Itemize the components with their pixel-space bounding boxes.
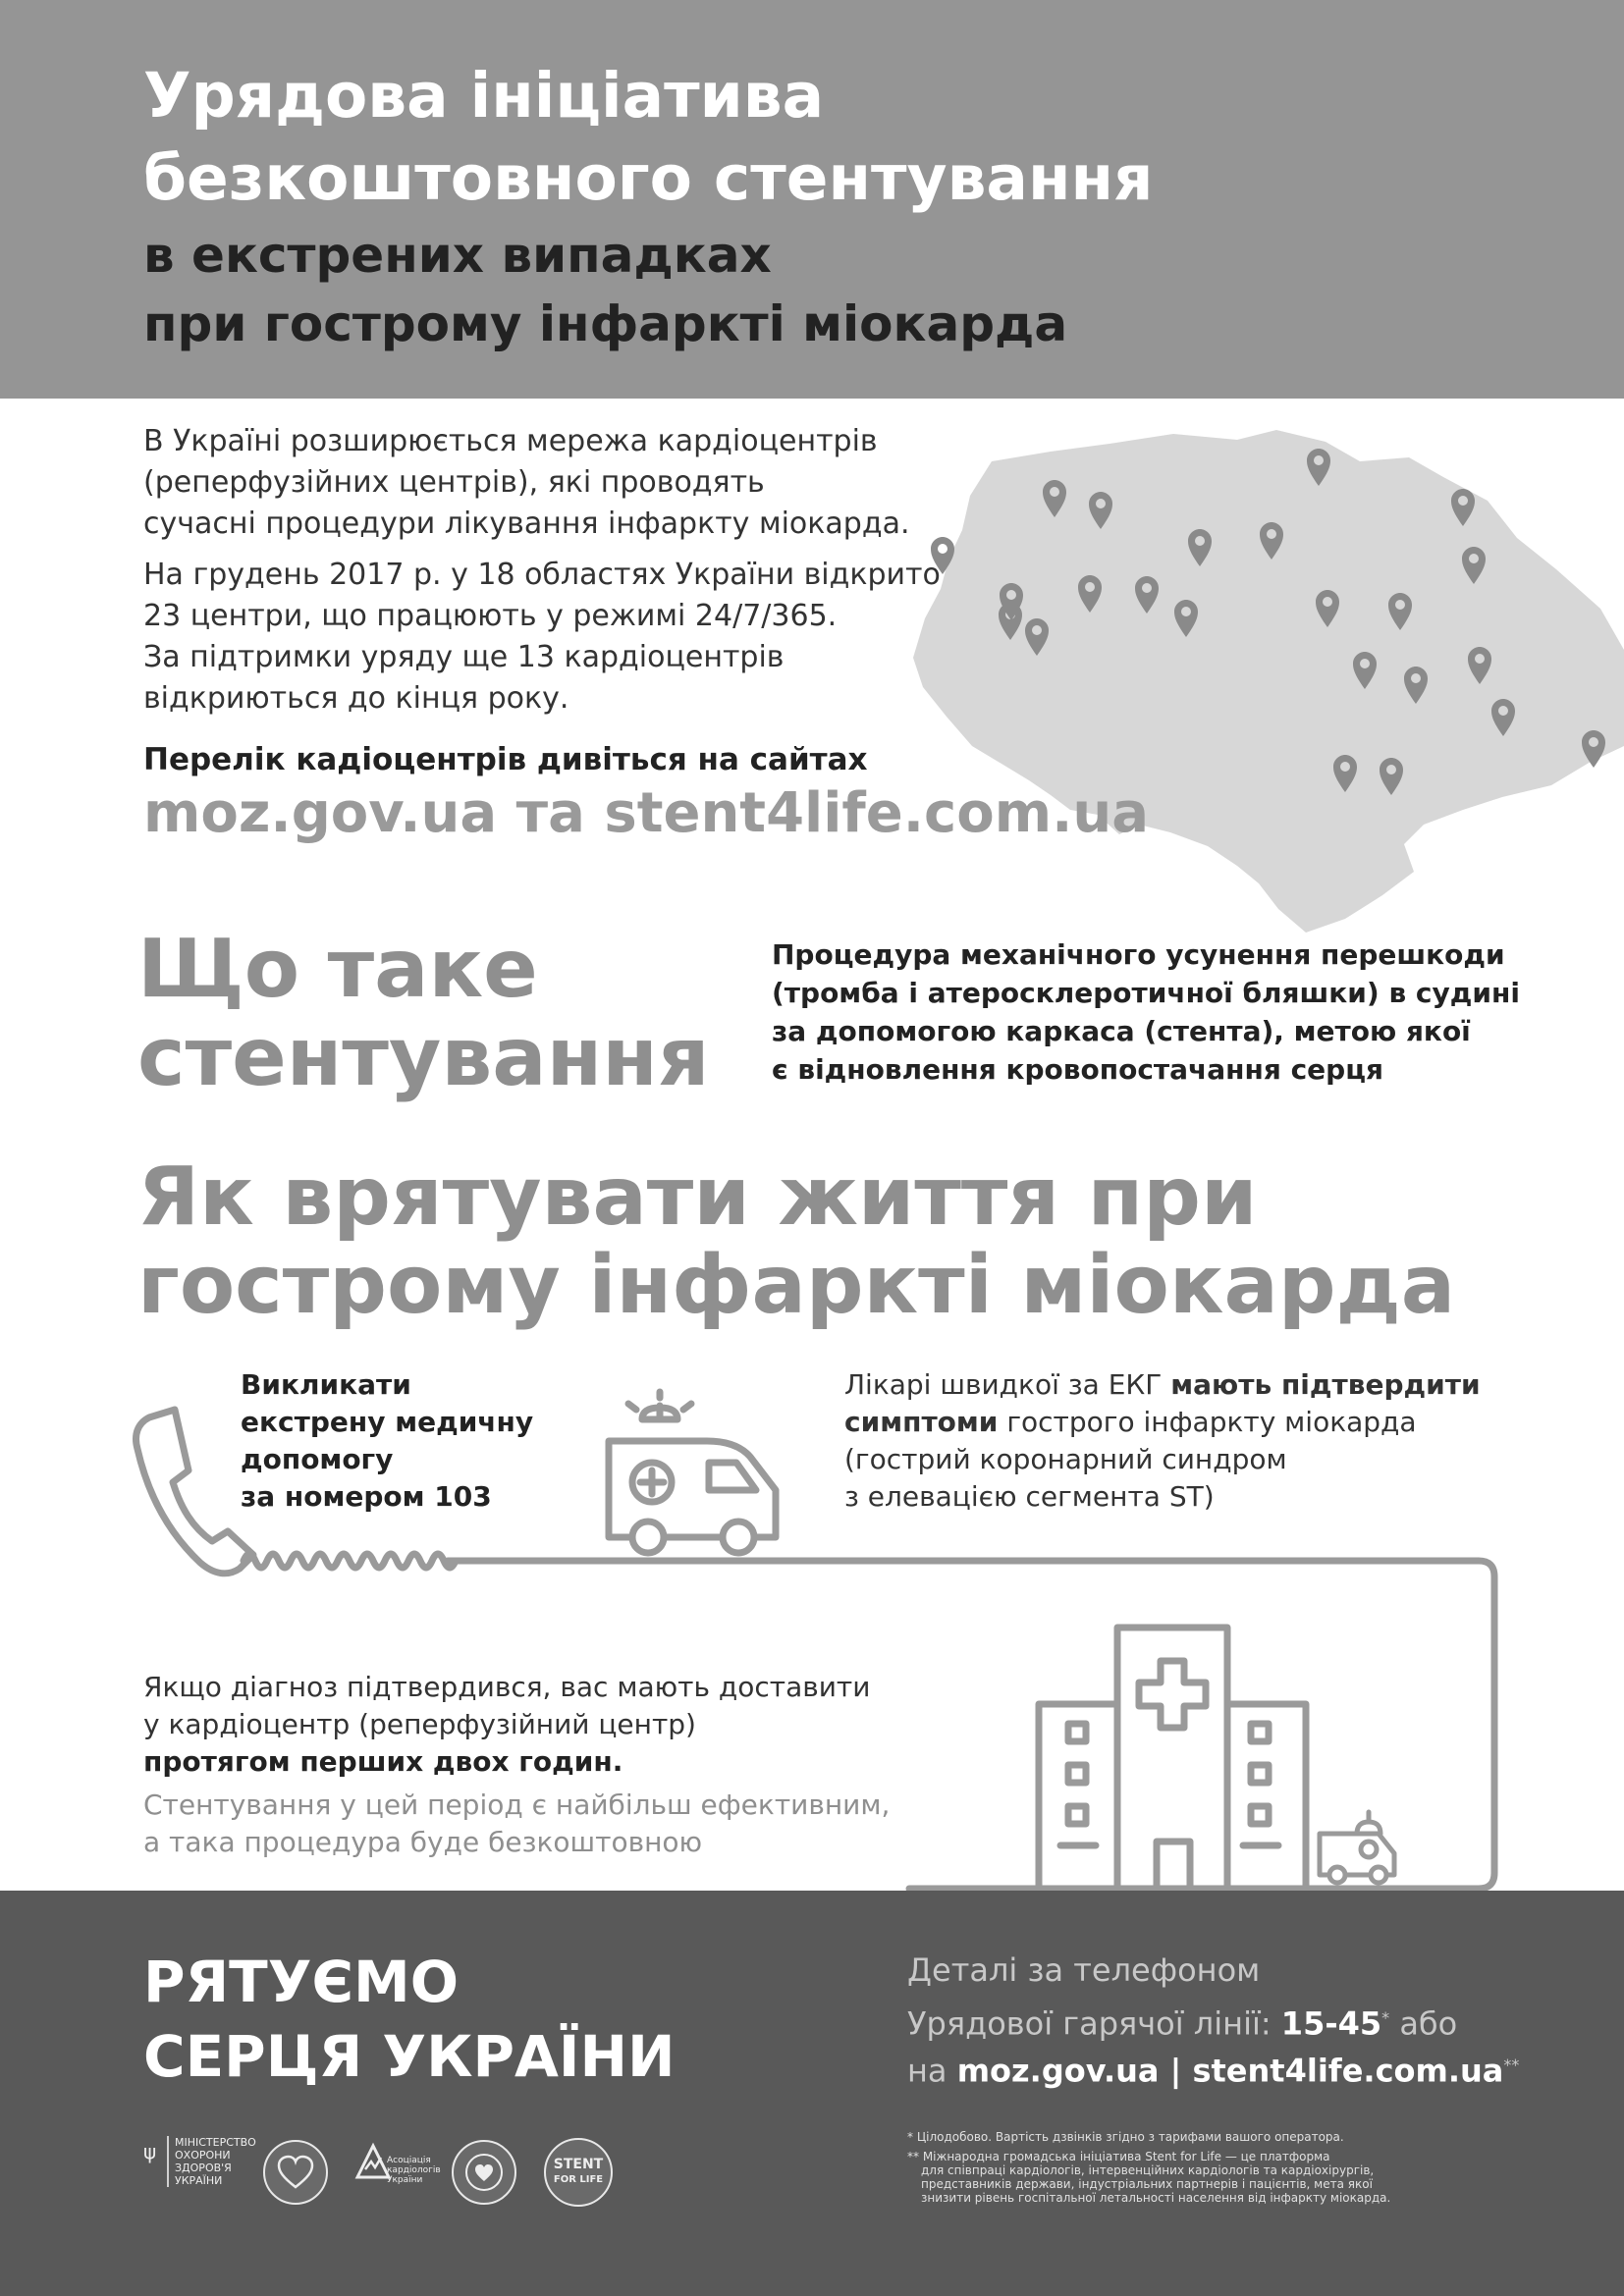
definition-line1: Процедура механічного усунення перешкоди <box>772 938 1505 971</box>
step3-line2: у кардіоцентр (реперфузійний центр) <box>143 1708 696 1740</box>
what-title-line1: Що таке <box>137 923 538 1016</box>
intro-line4: На грудень 2017 р. у 18 областях України відкрито <box>143 558 941 592</box>
step2-line2a: симптоми <box>844 1406 999 1438</box>
association-line1: Асоціація <box>387 2156 431 2165</box>
definition-line3: за допомогою каркаса (стента), метою якої <box>772 1015 1471 1047</box>
intro-line3: сучасні процедури лікування інфаркту міокарда. <box>143 507 910 541</box>
hospital-icon <box>1039 1628 1306 1889</box>
footnote-2 <box>907 2150 1390 2205</box>
society-logo <box>452 2140 516 2205</box>
details-line3 <box>907 2042 1519 2095</box>
hotline-or: або <box>1389 2004 1458 2043</box>
slogan-line2: СЕРЦЯ УКРАЇНИ <box>143 2023 676 2090</box>
globe-heart-icon <box>454 2142 514 2203</box>
sites-links[interactable]: moz.gov.ua та stent4life.com.ua <box>143 781 1149 845</box>
definition-line2: (тромба і атеросклеротичної бляшки) в судині <box>772 977 1520 1009</box>
sites-label: Перелік кадіоцентрів дивіться на сайтах <box>143 742 868 777</box>
header-subtitle-line1: в екстрених випадках <box>143 227 772 284</box>
step2-line2b: гострого інфаркту міокарда <box>998 1406 1417 1438</box>
step3-line3: протягом перших двох годин. <box>143 1745 623 1778</box>
heart-icon <box>265 2142 326 2203</box>
sites-prefix: на <box>907 2052 957 2090</box>
footer-sites-link[interactable]: moz.gov.ua | stent4life.com.ua <box>956 2052 1504 2090</box>
footnote-2-line3: представників держави, індустріальних партнерів і пацієнтів, мета якої <box>921 2177 1373 2191</box>
step3-line4: Стентування у цей період є найбільш ефективним, <box>143 1789 891 1821</box>
association-line3: України <box>387 2175 423 2185</box>
association-line2: кардіологів <box>387 2165 441 2175</box>
step2-line3: (гострий коронарний синдром <box>844 1443 1287 1475</box>
step2-line4: з елевацією сегмента ST) <box>844 1480 1215 1513</box>
phone-cord <box>244 1554 456 1568</box>
how-title-line2: гострому інфаркті міокарда <box>137 1239 1456 1332</box>
ministry-line1: МІНІСТЕРСТВО <box>175 2136 256 2149</box>
stent-logo-line2: FOR LIFE <box>553 2174 604 2185</box>
footnote-2-line2: для співпраці кардіологів, інтервенційних кардіологів та кардіохірургів, <box>921 2163 1375 2177</box>
stenting-definition <box>772 935 1520 1089</box>
footnote-1: * Цілодобово. Вартість дзвінків згідно з тарифами вашого оператора. <box>907 2130 1344 2144</box>
ministry-line4: УКРАЇНИ <box>175 2174 223 2187</box>
step3-line5: а така процедура буде безкоштовною <box>143 1826 703 1858</box>
phone-icon <box>136 1410 254 1574</box>
header-subtitle-line2: при гострому інфаркті міокарда <box>143 295 1068 352</box>
details-line2 <box>907 1995 1457 2048</box>
step2-line1b: мають підтвердити <box>1170 1368 1481 1401</box>
ukraine-map <box>913 422 1624 942</box>
intro-line2: (реперфузійних центрів), які проводять <box>143 465 765 500</box>
step1-line1: Викликати <box>241 1368 411 1401</box>
trident-icon: ψ <box>143 2140 157 2163</box>
step1-line2: екстрену медичну <box>241 1406 534 1438</box>
hotline-sup: * <box>1381 2008 1390 2027</box>
details-line1: Деталі за телефоном <box>907 1951 1261 1989</box>
how-title-line1: Як врятувати життя при <box>137 1150 1258 1244</box>
heart-association-logo <box>263 2140 328 2205</box>
definition-line4: є відновлення кровопостачання серця <box>772 1053 1383 1086</box>
footnote-2-line4: знизити рівень госпітальної летальності населення від інфаркту міокарда. <box>921 2191 1391 2205</box>
header-title-line2: безкоштовного стентування <box>143 142 1154 214</box>
intro-line6: За підтримки уряду ще 13 кардіоцентрів <box>143 640 785 674</box>
stent-for-life-logo <box>544 2138 613 2207</box>
footnote-2-line1: ** Міжнародна громадська ініціатива Stent for Life — це платформа <box>907 2150 1330 2163</box>
intro-line1: В Україні розширюється мережа кардіоцентрів <box>143 424 878 458</box>
stent-logo-line1: STENT <box>553 2157 604 2172</box>
step1-call-text <box>241 1366 533 1516</box>
ambulance-icon <box>609 1392 776 1553</box>
step1-line4: за номером 103 <box>241 1480 492 1513</box>
step2-ecg-text <box>844 1366 1481 1516</box>
cardiology-association-logo <box>353 2142 441 2201</box>
ministry-line2: ОХОРОНИ <box>175 2149 231 2162</box>
small-ambulance-icon <box>1320 1812 1394 1883</box>
step1-line3: допомогу <box>241 1443 394 1475</box>
hotline-label: Урядової гарячої лінії: <box>907 2004 1281 2043</box>
sites-sup: ** <box>1503 2056 1520 2074</box>
intro-line5: 23 центри, що працюють у режимі 24/7/365. <box>143 599 838 633</box>
map-silhouette <box>913 430 1624 933</box>
header-title-line1: Урядова ініціатива <box>143 60 825 132</box>
ministry-logo <box>167 2136 263 2187</box>
intro-line7: відкриються до кінця року. <box>143 681 569 716</box>
step2-line1a: Лікарі швидкої за ЕКГ <box>844 1368 1171 1401</box>
hotline-number[interactable]: 15-45 <box>1280 2004 1382 2043</box>
what-title-line2: стентування <box>137 1011 710 1104</box>
slogan-line1: РЯТУЄМО <box>143 1949 460 2015</box>
step3-line1: Якщо діагноз підтвердився, вас мають доставити <box>143 1671 871 1703</box>
ministry-line3: ЗДОРОВ'Я <box>175 2162 232 2174</box>
step3-delivery-text <box>143 1669 890 1861</box>
